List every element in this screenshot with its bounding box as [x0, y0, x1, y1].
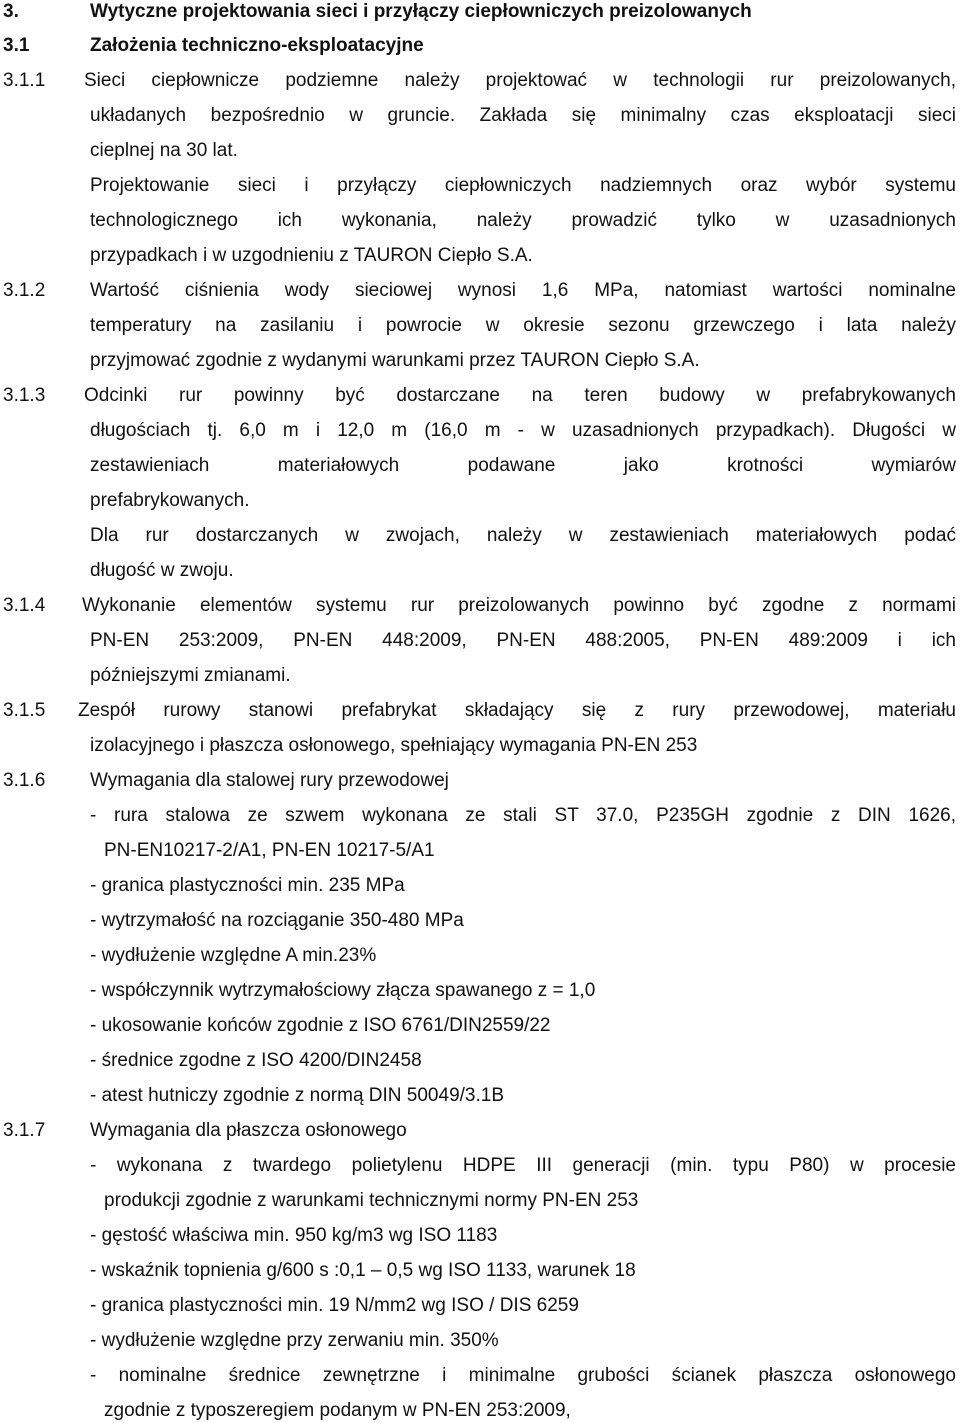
section-number: 3.1.6	[3, 770, 46, 791]
paragraph-line: temperatury na zasilaniu i powrocie w okresie sezonu grzewczego i lata należy	[90, 315, 956, 336]
list-item: - rura stalowa ze szwem wykonana ze stali ST 37.0, P235GH zgodnie z DIN 1626,	[90, 805, 956, 826]
section-title: Wymagania dla płaszcza osłonowego	[90, 1120, 407, 1141]
list-item: - atest hutniczy zgodnie z normą DIN 50049/3.1B	[90, 1085, 505, 1106]
paragraph-line: izolacyjnego i płaszcza osłonowego, spełniający wymagania PN-EN 253	[90, 735, 698, 756]
list-item: zgodnie z typoszeregiem podanym w PN-EN 253:2009,	[104, 1400, 571, 1421]
list-item: - ukosowanie końców zgodnie z ISO 6761/DIN2559/22	[90, 1015, 551, 1036]
section-number: 3.1.7	[3, 1120, 46, 1141]
subheading-number: 3.1	[3, 35, 30, 56]
paragraph-line: długościach tj. 6,0 m i 12,0 m (16,0 m - w uzasadnionych przypadkach). Długości w	[90, 420, 956, 441]
heading-number: 3.	[3, 1, 19, 22]
heading-title: Wytyczne projektowania sieci i przyłączy ciepłowniczych preizolowanych	[90, 1, 752, 22]
paragraph-line: Zespół rurowy stanowi prefabrykat składający się z rury przewodowej, materiału	[78, 700, 956, 721]
list-item: - współczynnik wytrzymałościowy złącza spawanego z = 1,0	[90, 980, 596, 1001]
list-item: - wydłużenie względne przy zerwaniu min. 350%	[90, 1330, 499, 1351]
paragraph-line: Odcinki rur powinny być dostarczane na teren budowy w prefabrykowanych	[84, 385, 956, 406]
paragraph-line: Dla rur dostarczanych w zwojach, należy w zestawieniach materiałowych podać	[90, 525, 956, 546]
paragraph-line: przypadkach i w uzgodnieniu z TAURON Ciepło S.A.	[90, 245, 533, 266]
paragraph-line: PN-EN 253:2009, PN-EN 448:2009, PN-EN 488:2005, PN-EN 489:2009 i ich	[90, 630, 956, 651]
paragraph-line: długość w zwoju.	[90, 560, 234, 581]
section-number: 3.1.5	[3, 700, 46, 721]
list-item: - wskaźnik topnienia g/600 s :0,1 – 0,5 wg ISO 1133, warunek 18	[90, 1260, 636, 1281]
list-item: - średnice zgodne z ISO 4200/DIN2458	[90, 1050, 422, 1071]
list-item: - nominalne średnice zewnętrzne i minimalne grubości ścianek płaszcza osłonowego	[90, 1365, 956, 1386]
list-item: - granica plastyczności min. 19 N/mm2 wg ISO / DIS 6259	[90, 1295, 579, 1316]
section-title: Wymagania dla stalowej rury przewodowej	[90, 770, 449, 791]
paragraph-line: Wartość ciśnienia wody sieciowej wynosi 1,6 MPa, natomiast wartości nominalne	[90, 280, 956, 301]
paragraph-line: prefabrykowanych.	[90, 490, 250, 511]
paragraph-line: technologicznego ich wykonania, należy prowadzić tylko w uzasadnionych	[90, 210, 956, 231]
section-number: 3.1.3	[3, 385, 46, 406]
paragraph-line: późniejszymi zmianami.	[90, 665, 291, 686]
paragraph-line: Sieci ciepłownicze podziemne należy projektować w technologii rur preizolowanych,	[84, 70, 956, 91]
section-number: 3.1.2	[3, 280, 46, 301]
paragraph-line: zestawieniach materiałowych podawane jako krotności wymiarów	[90, 455, 956, 476]
list-item: PN-EN10217-2/A1, PN-EN 10217-5/A1	[104, 840, 435, 861]
paragraph-line: przyjmować zgodnie z wydanymi warunkami przez TAURON Ciepło S.A.	[90, 350, 700, 371]
list-item: produkcji zgodnie z warunkami technicznymi normy PN-EN 253	[104, 1190, 639, 1211]
list-item: - wydłużenie względne A min.23%	[90, 945, 377, 966]
list-item: - granica plastyczności min. 235 MPa	[90, 875, 405, 896]
paragraph-line: Wykonanie elementów systemu rur preizolowanych powinno być zgodne z normami	[82, 595, 956, 616]
section-number: 3.1.4	[3, 595, 46, 616]
list-item: - gęstość właściwa min. 950 kg/m3 wg ISO 1183	[90, 1225, 498, 1246]
paragraph-line: cieplnej na 30 lat.	[90, 140, 238, 161]
paragraph-line: Projektowanie sieci i przyłączy ciepłowniczych nadziemnych oraz wybór systemu	[90, 175, 956, 196]
subheading-title: Założenia techniczno-eksploatacyjne	[90, 35, 424, 56]
section-number: 3.1.1	[3, 70, 46, 91]
paragraph-line: układanych bezpośrednio w gruncie. Zakłada się minimalny czas eksploatacji sieci	[90, 105, 956, 126]
list-item: - wykonana z twardego polietylenu HDPE III generacji (min. typu P80) w procesie	[90, 1155, 956, 1176]
list-item: - wytrzymałość na rozciąganie 350-480 MPa	[90, 910, 464, 931]
